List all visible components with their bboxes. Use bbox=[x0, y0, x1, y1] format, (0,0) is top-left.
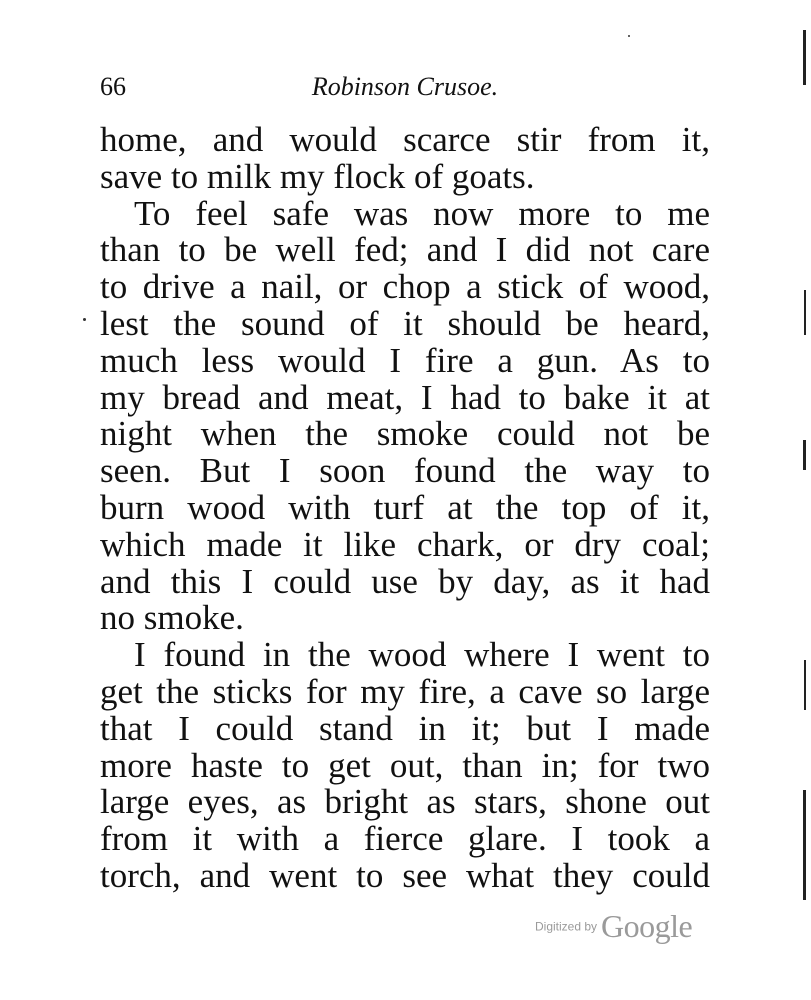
text-line: my bread and meat, I had to bake it at bbox=[100, 377, 710, 417]
body-text bbox=[100, 122, 710, 895]
text-line: torch, and went to see what they could bbox=[100, 855, 710, 895]
text-line: large eyes, as bright as stars, shone out bbox=[100, 782, 710, 822]
text-line: seen. But I soon found the way to bbox=[100, 451, 710, 491]
watermark-brand: Google bbox=[601, 908, 693, 944]
text-line: more haste to get out, than in; for two bbox=[100, 745, 710, 785]
text-line: and this I could use by day, as it had bbox=[100, 561, 710, 601]
scan-edge-mark bbox=[803, 440, 806, 470]
page-number: 66 bbox=[100, 72, 126, 101]
page-header bbox=[100, 70, 710, 110]
text-line: no smoke. bbox=[100, 598, 244, 638]
digitized-watermark bbox=[535, 908, 705, 948]
text-line: that I could stand in it; but I made bbox=[100, 708, 710, 748]
text-line: burn wood with turf at the top of it, bbox=[100, 487, 710, 527]
scan-edge-mark bbox=[804, 290, 806, 335]
text-line: which made it like chark, or dry coal; bbox=[100, 524, 710, 564]
running-title: Robinson Crusoe. bbox=[311, 72, 499, 101]
text-line: from it with a fierce glare. I took a bbox=[100, 819, 710, 859]
text-line: night when the smoke could not be bbox=[100, 414, 710, 454]
text-line: lest the sound of it should be heard, bbox=[100, 303, 710, 343]
text-line: save to milk my flock of goats. bbox=[100, 156, 535, 196]
scan-edge-mark bbox=[803, 30, 806, 85]
text-line: than to be well fed; and I did not care bbox=[100, 230, 710, 270]
scan-edge-mark bbox=[803, 790, 806, 900]
text-line: get the sticks for my fire, a cave so large bbox=[100, 671, 710, 711]
text-line: home, and would scarce stir from it, bbox=[100, 120, 710, 159]
text-line: I found in the wood where I went to bbox=[134, 635, 710, 675]
watermark-prefix: Digitized by bbox=[535, 919, 598, 934]
scan-speck bbox=[83, 318, 86, 321]
text-line: To feel safe was now more to me bbox=[134, 193, 710, 233]
text-line: to drive a nail, or chop a stick of wood, bbox=[100, 267, 710, 307]
scan-edge-mark bbox=[804, 660, 806, 710]
text-line: much less would I fire a gun. As to bbox=[100, 340, 710, 380]
scan-speck bbox=[628, 35, 630, 37]
